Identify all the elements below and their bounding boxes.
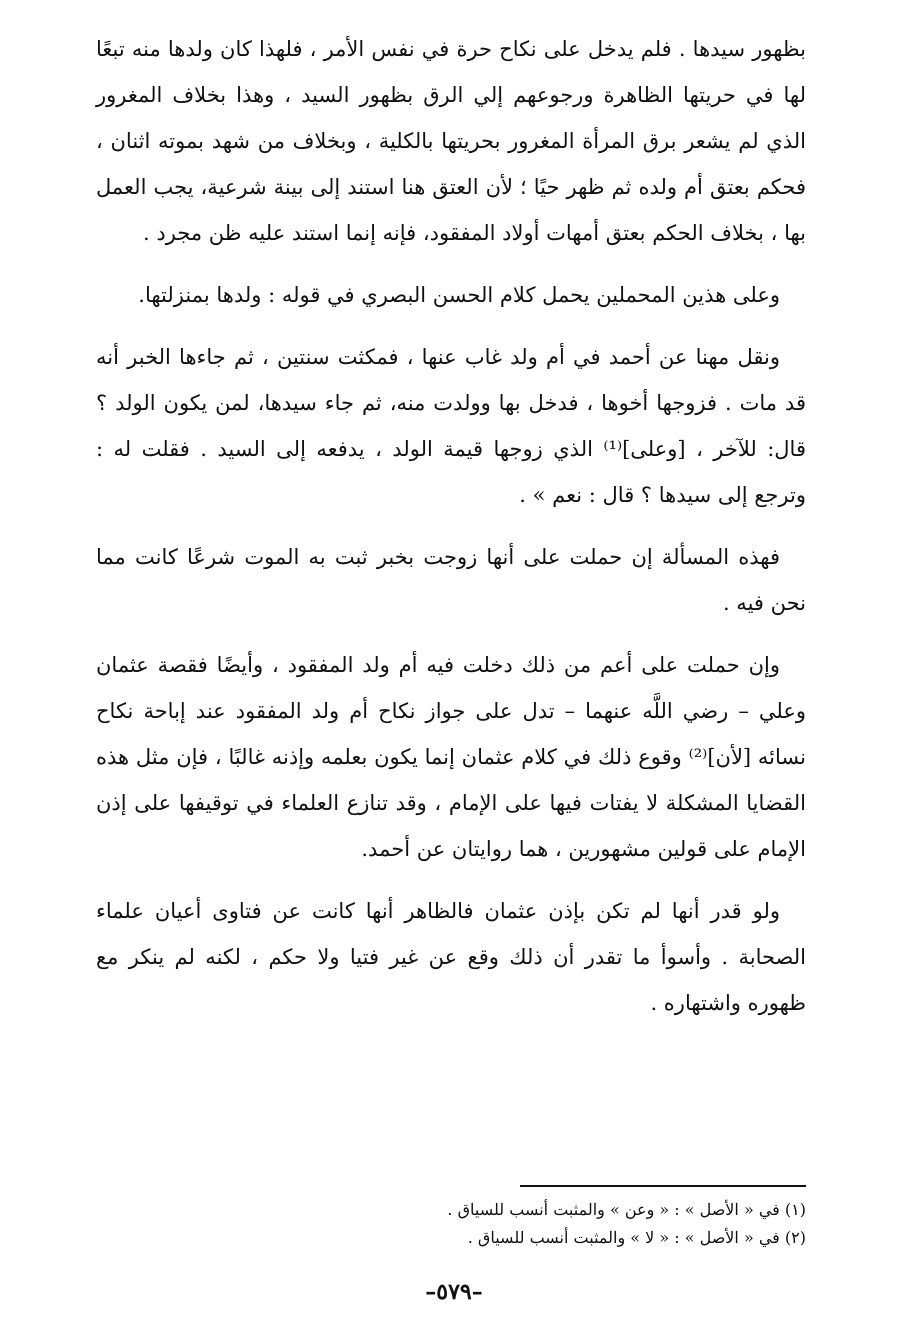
footnotes (300, 1196, 806, 1252)
paragraph-6: ولو قدر أنها لم تكن بإذن عثمان فالظاهر أنها كانت عن فتاوى أعيان علماء الصحابة . وأسوأ ما تقدر أن ذلك وقع عن غير فتيا ولا حكم ، لكنه لم ينكر مع ظهوره واشتهاره . (96, 899, 806, 1015)
paragraph-3: ونقل مهنا عن أحمد في أم ولد غاب عنها ، فمكثت سنتين ، ثم جاءها الخبر أنه قد مات . فزوجها أخوها ، فدخل بها وولدت منه، ثم جاء سيدها، لمن يكون الولد ؟ قال: للآخر ، [وعلى]⁽¹⁾ الذي زوجها قيمة الولد ، يدفعه إلى السيد . فقلت له : وترجع إلى سيدها ؟ قال : نعم » . (96, 345, 806, 507)
footnote-1: (١) في « الأصل » : « وعن » والمثبت أنسب للسياق . (447, 1200, 806, 1219)
footnote-divider (520, 1185, 806, 1187)
footnote-2: (٢) في « الأصل » : « لا » والمثبت أنسب للسياق . (467, 1228, 806, 1247)
paragraph-1: بظهور سيدها . فلم يدخل على نكاح حرة في نفس الأمر ، فلهذا كان ولدها منه تبعًا لها في حريتها الظاهرة ورجوعهم إلي الرق بظهور السيد ، وهذا بخلاف المغرور الذي لم يشعر برق المرأة المغرور بحريتها بالكلية ، وبخلاف من شهد بموته اثنان ، فحكم بعتق أم ولده ثم ظهر حيًا ؛ لأن العتق هنا استند إلى بينة شرعية، يجب العمل بها ، بخلاف الحكم بعتق أمهات أولاد المفقود، فإنه إنما استند عليه ظن مجرد . (96, 37, 806, 245)
main-text (96, 26, 806, 1042)
paragraph-5: وإن حملت على أعم من ذلك دخلت فيه أم ولد المفقود ، وأيضًا فقصة عثمان وعلي – رضي اللَّه عنهما – تدل على جواز نكاح أم ولد المفقود عند إباحة نكاح نسائه [لأن]⁽²⁾ وقوع ذلك في كلام عثمان إنما يكون بعلمه وإذنه غالبًا ، فإن مثل هذه القضايا المشكلة لا يفتات فيها على الإمام ، وقد تنازع العلماء في توقيفها على إذن الإمام على قولين مشهورين ، هما روايتان عن أحمد. (96, 653, 806, 861)
paragraph-2: وعلى هذين المحملين يحمل كلام الحسن البصري في قوله : ولدها بمنزلتها. (138, 283, 780, 307)
paragraph-4: فهذه المسألة إن حملت على أنها زوجت بخبر ثبت به الموت شرعًا كانت مما نحن فيه . (96, 545, 806, 615)
page-number: –٥٧٩– (425, 1279, 483, 1305)
